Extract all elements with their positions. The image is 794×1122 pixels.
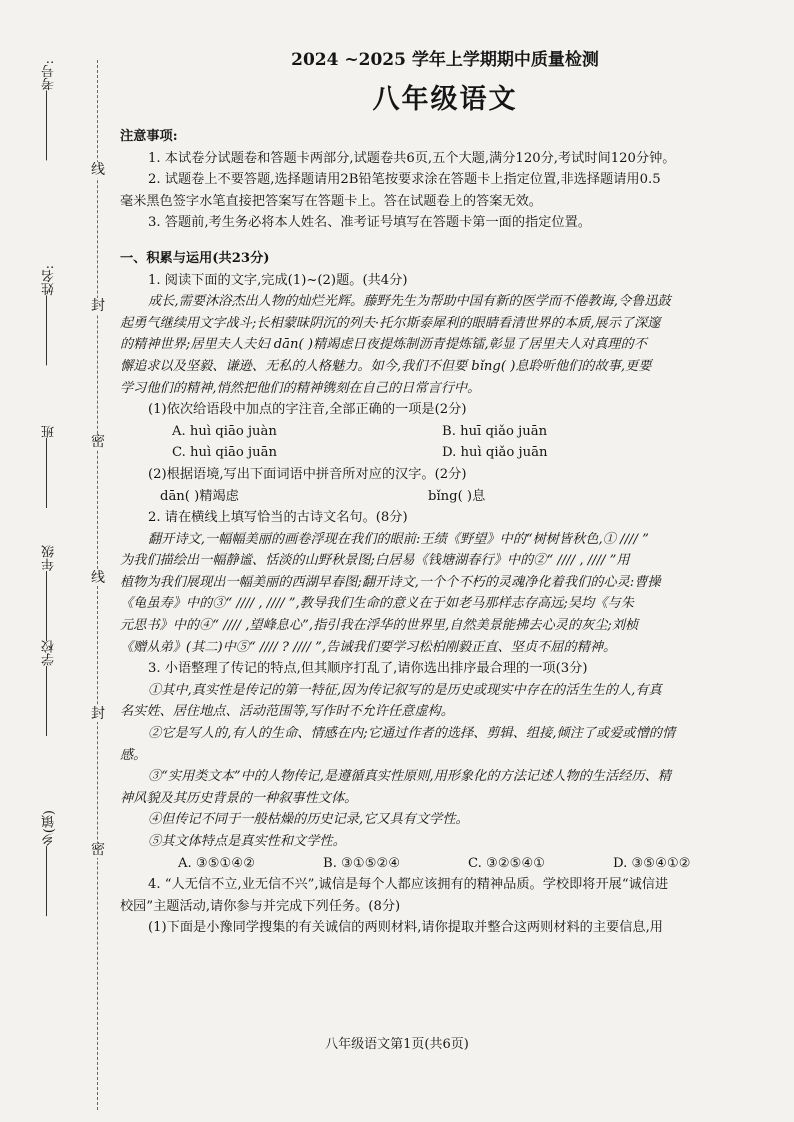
notice-item: 1. 本试卷分试题卷和答题卡两部分,试题卷共6页,五个大题,满分120分,考试时间120分钟。	[148, 150, 676, 166]
notice-item: 2. 试题卷上不要答题,选择题请用2B铅笔按要求涂在答题卡上指定位置,非选择题请用0.5	[148, 172, 661, 188]
notice-heading: 注意事项:	[120, 129, 178, 144]
q1-passage-line: 懈追求以及坚毅、谦逊、无私的人格魅力。如今,我们不但要 bǐng( )息聆听他们的故事,更要	[120, 358, 652, 374]
q3-item-line: ⑤其文体特点是真实性和文学性。	[148, 834, 346, 849]
binding-mark: 密	[91, 434, 105, 450]
question-3-stem: 3. 小语整理了传记的特点,但其顺序打乱了,请你选出排序最合理的一项(3分)	[148, 661, 588, 677]
q3-item-line: ③“实用类文本”中的人物传记,是遵循真实性原则,用形象化的方法记述人物的生活经历、精	[148, 769, 671, 785]
binding-mark: 线	[91, 162, 105, 178]
option-a: A. huì qiāo juàn	[172, 423, 277, 439]
field-exam-number: 考号:	[40, 60, 59, 160]
option-d: D. huì qiǎo juān	[442, 445, 548, 461]
q2-passage-line: 元思书》中的④“ //// ,望峰息心”,指引我在浮华的世界里,自然美景能拂去心灵的灰尘;刘桢	[120, 618, 639, 634]
option-b: B. huī qiǎo juān	[442, 423, 548, 439]
option-c: C. ③②⑤④①	[468, 855, 546, 871]
option-a: A. ③⑤①④②	[178, 855, 256, 871]
q2-passage-line: 植物为我们展现出一幅美丽的西湖早春图;翻开诗文,一个个不朽的灵魂净化着我们的心灵:曹操	[120, 574, 661, 590]
binding-mark: 密	[91, 842, 105, 858]
q1-sub2-item: bǐng( )息	[428, 488, 486, 504]
q1-passage-line: 学习他们的精神,悄然把他们的精神镌刻在自己的日常言行中。	[120, 380, 481, 396]
q1-options-row	[120, 442, 770, 464]
q4-sub1: (1)下面是小豫同学搜集的有关诚信的两则材料,请你提取并整合这两则材料的主要信息,用	[148, 920, 663, 936]
q1-options-row	[120, 421, 770, 443]
q3-item-line: ①其中,真实性是传记的第一特征,因为传记叙写的是历史或现实中存在的活生生的人,有真	[148, 682, 662, 698]
field-school: 学校	[40, 640, 59, 736]
field-grade: 年级	[40, 545, 59, 641]
q1-sub2-row	[120, 486, 770, 508]
question-4-stem: 校园”主题活动,请你参与并完成下列任务。(8分)	[120, 898, 401, 914]
q2-passage-line: 为我们描绘出一幅静谧、恬淡的山野秋景图;白居易《钱塘湖春行》中的②“ //// , //// ”用	[120, 553, 630, 569]
main-content	[120, 48, 770, 939]
exam-title: 2024 ~2025 学年上学期期中质量检测	[291, 50, 599, 70]
q2-passage-line: 翻开诗文,一幅幅美丽的画卷浮现在我们的眼前:王绩《野望》中的“树树皆秋色,① //// ”	[148, 531, 649, 547]
notice-item: 毫米黑色签字水笔直接把答案写在答题卡上。答在试题卷上的答案无效。	[120, 193, 542, 209]
q1-passage-line: 成长,需要沐浴杰出人物的灿烂光辉。藤野先生为帮助中国有新的医学而不倦教诲,令鲁迅鼓	[148, 294, 671, 310]
q3-item-line: 神风貌及其历史背景的一种叙事性文体。	[120, 790, 358, 806]
q1-sub2: (2)根据语境,写出下面词语中拼音所对应的汉字。(2分)	[148, 466, 467, 482]
q3-item-line: ④但传记不同于一般枯燥的历史记录,它又具有文学性。	[148, 812, 469, 828]
binding-mark: 封	[91, 706, 105, 722]
field-class: 班	[40, 425, 59, 508]
q3-item-line: 名实姓、居住地点、活动范围等,写作时不允许任意虚构。	[120, 704, 454, 720]
q3-item-line: ②它是写人的,有人的生命、情感在内;它通过作者的选择、剪辑、组接,倾注了或爱或憎的情	[148, 726, 676, 742]
option-c: C. huì qiāo juān	[172, 445, 277, 461]
q1-sub2-item: dān( )精竭虑	[160, 488, 239, 504]
q1-passage-line: 起勇气继续用文字战斗;长相蒙昧阴沉的列夫·托尔斯泰犀利的眼睛看清世界的本质,展示了深邃	[120, 315, 661, 331]
page-footer: 八年级语文第1页(共6页)	[325, 1037, 469, 1052]
field-name: 姓名:	[40, 265, 59, 365]
question-1-stem: 1. 阅读下面的文字,完成(1)~(2)题。(共4分)	[148, 272, 408, 288]
binding-mark: 封	[91, 298, 105, 314]
notice-item: 3. 答题前,考生务必将本人姓名、准考证号填写在答题卡第一面的指定位置。	[148, 215, 591, 231]
option-b: B. ③①⑤②④	[323, 855, 401, 871]
binding-mark: 线	[91, 570, 105, 586]
field-township: 乡(镇)	[40, 810, 59, 916]
subject-title: 八年级语文	[372, 84, 518, 115]
q2-passage-line: 《赠从弟》(其二)中⑤“ //// ? //// ”,告诫我们要学习松柏刚毅正直、坚贞不屈的精神。	[120, 639, 617, 655]
q3-options-row	[120, 853, 770, 875]
q1-sub1: (1)依次给语段中加点的字注音,全部正确的一项是(2分)	[148, 402, 467, 418]
question-2-stem: 2. 请在横线上填写恰当的古诗文名句。(8分)	[148, 510, 408, 526]
q2-passage-line: 《龟虽寿》中的③“ //// , //// ”,教导我们生命的意义在于如老马那样志存高远;吴均《与朱	[120, 596, 634, 612]
question-4-stem: 4. “人无信不立,业无信不兴”,诚信是每个人都应该拥有的精神品质。学校即将开展“诚信进	[148, 877, 669, 893]
option-d: D. ③⑤④①②	[613, 855, 691, 871]
q3-item-line: 感。	[120, 747, 147, 763]
section-heading: 一、积累与运用(共23分)	[120, 250, 270, 266]
q1-passage-line: 的精神世界;居里夫人夫妇 dān( )精竭虑日夜提炼制沥青提炼镭,彰显了居里夫人对真理的不	[120, 337, 647, 353]
